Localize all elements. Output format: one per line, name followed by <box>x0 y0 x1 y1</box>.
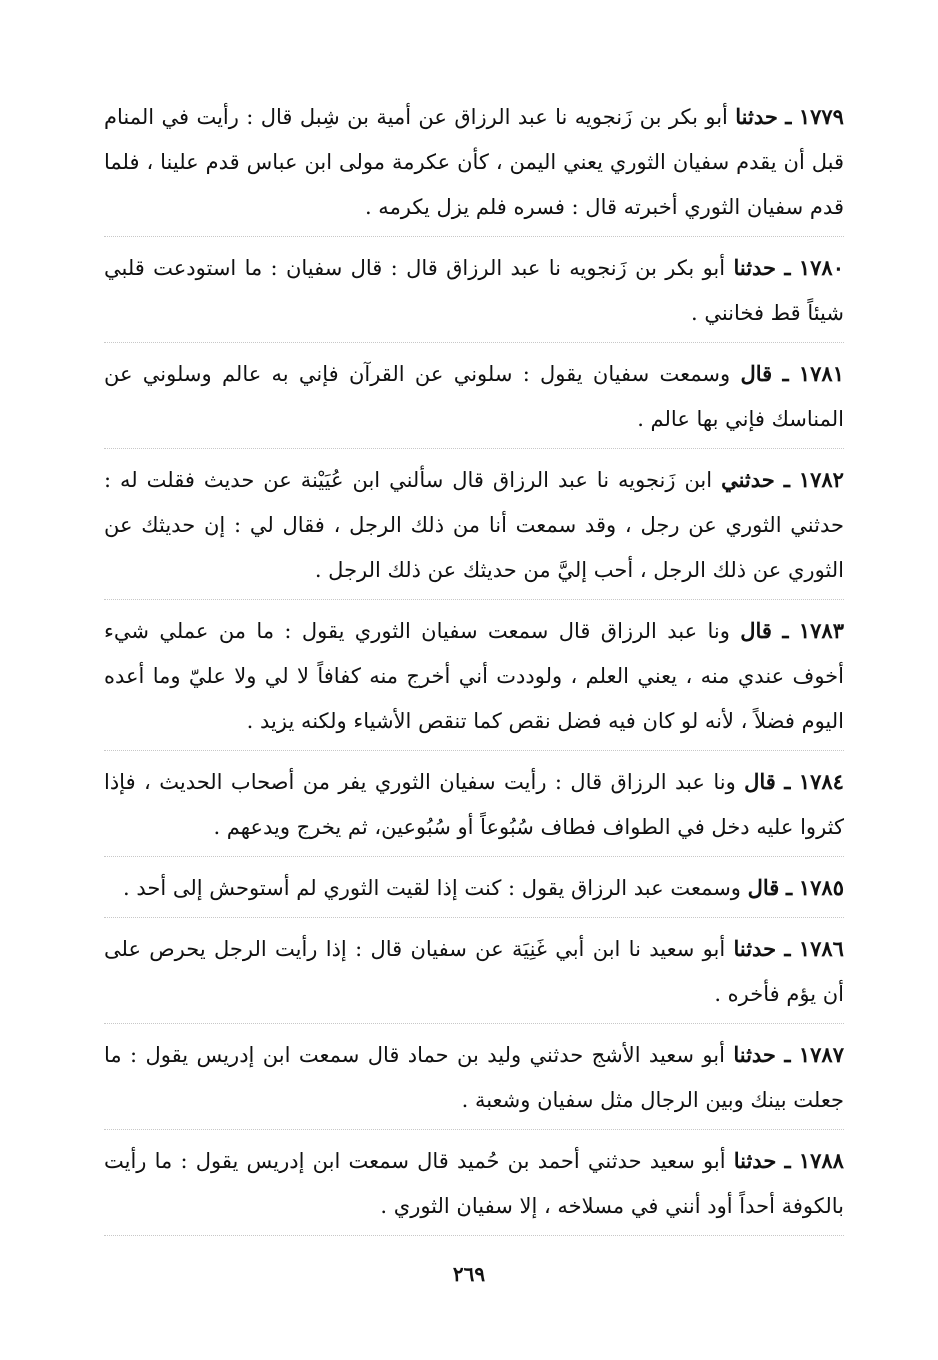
entry-dash: ـ <box>784 1042 791 1067</box>
entry-number: ١٧٨٧ <box>798 1042 844 1067</box>
entry-number: ١٧٨٥ <box>798 875 844 900</box>
entry-dash: ـ <box>784 936 791 961</box>
entry-lead-word: حدثنا <box>735 104 778 129</box>
entry-1782 <box>104 457 844 600</box>
entry-dash: ـ <box>785 104 792 129</box>
entry-number: ١٧٧٩ <box>798 104 844 129</box>
entry-1781 <box>104 351 844 449</box>
page-number: ٢٦٩ <box>452 1262 486 1286</box>
entry-lead-word: قال <box>744 769 776 794</box>
entry-text: وسمعت سفيان يقول : سلوني عن القرآن فإني به عالم وسلوني عن المناسك فإني بها عالم . <box>104 362 844 431</box>
entry-dash: ـ <box>782 618 789 643</box>
entry-1786 <box>104 926 844 1024</box>
entry-number: ١٧٨٣ <box>798 618 844 643</box>
entry-number: ١٧٨٠ <box>798 255 844 280</box>
entry-number: ١٧٨٢ <box>798 467 844 492</box>
hadith-text-block <box>104 94 844 1244</box>
entry-text: أبو بكر بن زَنجويه نا عبد الرزاق قال : قال سفيان : ما استودعت قلبي شيئاً قط فخانني . <box>104 256 844 325</box>
entry-text: وسمعت عبد الرزاق يقول : كنت إذا لقيت الثوري لم أستوحش إلى أحد . <box>122 876 741 900</box>
entry-1785 <box>104 865 844 918</box>
entry-lead-word: حدثنا <box>733 1148 777 1173</box>
entry-text: ابن زَنجويه نا عبد الرزاق قال سألني ابن عُيَيْنة عن حديث فقلت له : حدثني الثوري عن رجل ، وقد سمعت أنا من ذلك الرجل ، فقال لي : إن حديثك عن الثوري عن ذلك الرجل ، أحب إليَّ من حديثك عن ذلك الرجل . <box>104 468 844 582</box>
entry-dash: ـ <box>782 361 789 386</box>
entry-text: أبو سعيد الأشج حدثني وليد بن حماد قال سمعت ابن إدريس يقول : ما جعلت بينك وبين الرجال مثل سفيان وشعبة . <box>104 1043 844 1112</box>
entry-dash: ـ <box>784 255 791 280</box>
entry-lead-word: قال <box>747 875 780 900</box>
entry-lead-word: حدثني <box>721 467 775 492</box>
entry-1788 <box>104 1138 844 1236</box>
entry-number: ١٧٨٨ <box>798 1148 844 1173</box>
entry-text: أبو بكر بن زَنجويه نا عبد الرزاق عن أمية بن شِبل قال : رأيت في المنام قبل أن يقدم سفيان الثوري يعني اليمن ، كأن عكرمة مولى ابن عباس قدم علينا ، فلما قدم سفيان الثوري أخبرته قال : فسره فلم يزل يكرمه . <box>104 105 844 219</box>
entry-number: ١٧٨١ <box>798 361 844 386</box>
entry-text: أبو سعيد نا ابن أبي غَنِيَة عن سفيان قال : إذا رأيت الرجل يحرص على أن يؤم فأخره . <box>104 937 844 1006</box>
entry-lead-word: قال <box>740 361 773 386</box>
entry-dash: ـ <box>783 467 790 492</box>
entry-1783 <box>104 608 844 751</box>
entry-lead-word: حدثنا <box>733 1042 776 1067</box>
entry-lead-word: قال <box>740 618 772 643</box>
entry-1780 <box>104 245 844 343</box>
entry-text: ونا عبد الرزاق قال سمعت سفيان الثوري يقول : ما من عملي شيء أخوف عندي منه ، يعني العلم ، ولوددت أني أخرج منه كفافاً لا لي ولا عليّ وما أعده اليوم فضلاً ، لأنه لو كان فيه فضل نقص كما تنقص الأشياء ولكنه يزيد . <box>104 619 844 733</box>
entry-text: ونا عبد الرزاق قال : رأيت سفيان الثوري يفر من أصحاب الحديث ، فإذا كثروا عليه دخل في الطواف فطاف سُبُوعاً أو سُبُوعين، ثم يخرج ويدعهم . <box>104 770 844 839</box>
entry-dash: ـ <box>784 769 791 794</box>
entry-dash: ـ <box>786 875 793 900</box>
entry-number: ١٧٨٦ <box>798 936 844 961</box>
entry-lead-word: حدثنا <box>733 936 777 961</box>
entry-1784 <box>104 759 844 857</box>
entry-dash: ـ <box>784 1148 791 1173</box>
entry-lead-word: حدثنا <box>733 255 777 280</box>
entry-text: أبو سعيد حدثني أحمد بن حُميد قال سمعت ابن إدريس يقول : ما رأيت بالكوفة أحداً أود أنني في مسلاخه ، إلا سفيان الثوري . <box>104 1149 844 1218</box>
entry-1779 <box>104 94 844 237</box>
entry-1787 <box>104 1032 844 1130</box>
entry-number: ١٧٨٤ <box>798 769 844 794</box>
